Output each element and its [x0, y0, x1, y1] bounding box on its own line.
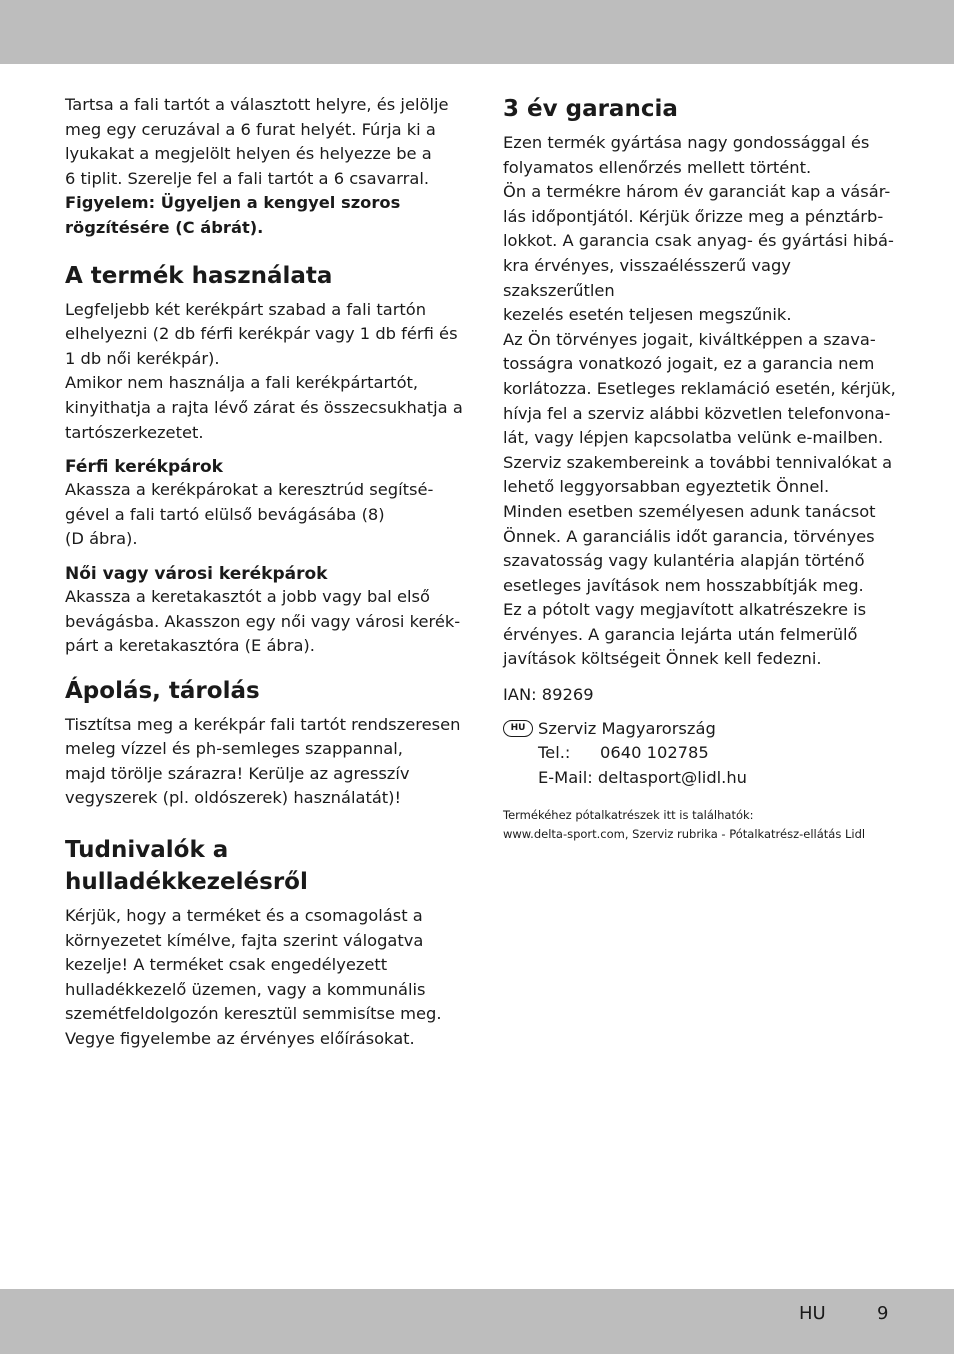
womens-bikes-heading: Női vagy városi kerékpárok	[65, 563, 328, 584]
phone-label: Tel.:	[538, 743, 571, 763]
womens-bikes-text: Akassza a keretakasztót a jobb vagy bal első bevágásba. Akasszon egy női vagy városi kerék- párt a keretakasztóra (E ábra).	[65, 586, 461, 656]
page-number: 9	[877, 1303, 889, 1324]
phone-number: 0640 102785	[600, 743, 709, 763]
header-bar	[0, 0, 954, 64]
country-badge-icon: HU	[503, 720, 533, 737]
service-contact	[503, 717, 903, 791]
service-email: E-Mail: deltasport@lidl.hu	[538, 767, 747, 787]
warranty-text: Ezen termék gyártása nagy gondossággal és folyamatos ellenőrzés mellett történt. Ön a termékre három év garanciát kap a vásár- lás időpontjától. Kérjük őrizze meg a pénztárb- lokkot. A garancia csak anyag- és gyártási hibá- kra érvényes, visszaélésszerű vagy szakszerűtlen kezelés esetén teljesen megszűnik. Az Ön törvényes jogait, kiváltképpen a szava- tosságra vonatkozó jogait, ez a garancia nem korlátozza. Esetleges reklamáció esetén, kérjük, hívja fel a szerviz alábbi közvetlen telefonvona- lát, vagy lépjen kapcsolatba velünk e-mailben. Szerviz szakembereink a további tennivalókat a lehető leggyorsabban egyeztetik Önnel. Minden esetben személyesen adunk tanácsot Önnek. A garanciális időt garancia, törvényes szavatosság vagy kulantéria alapján történő esetleges javítások nem hosszabbítják meg. Ez a pótolt vagy megjavított alkatrészekre is érvényes. A garancia lejárta után felmerülő javítások költségeit Önnek kell fedezni.	[503, 133, 896, 669]
usage-text: Legfeljebb két kerékpárt szabad a fali tartón elhelyezni (2 db férfi kerékpár vagy 1 db férfi és 1 db női kerékpár). Amikor nem használja a fali kerékpártartót, kinyithatja a rajta lévő zárat és összecsukhatja a tartószerkezetet.	[65, 299, 463, 442]
mens-bikes-text: Akassza a kerékpárokat a keresztrúd segítsé- gével a fali tartó elülső bevágásába (8) (D ábra).	[65, 480, 434, 549]
disposal-heading: Tudnivalók a hulladékkezelésről	[65, 837, 308, 896]
right-column	[503, 93, 903, 844]
care-heading: Ápolás, tárolás	[65, 677, 260, 704]
disposal-text: Kérjük, hogy a terméket és a csomagolást a környezetet kímélve, fajta szerint válogatva kezelje! A terméket csak engedélyezett hulladékkezelő üzemen, vagy a kommunális szemétfeldolgozón keresztül semmisítse meg. Vegye figyelembe az érvényes előírásokat.	[65, 906, 442, 1049]
service-name: Szerviz Magyarország	[538, 718, 716, 738]
ian-number: IAN: 89269	[503, 685, 594, 705]
warranty-heading: 3 év garancia	[503, 96, 678, 122]
spare-parts-note: Termékéhez pótalkatrészek itt is találhatók: www.delta-sport.com, Szerviz rubrika - Pótalkatrész-ellátás Lidl	[503, 808, 866, 842]
usage-heading: A termék használata	[65, 262, 333, 289]
care-text: Tisztítsa meg a kerékpár fali tartót rendszeresen meleg vízzel és ph-semleges szappannal, majd törölje szárazra! Kerülje az agresszív vegyszerek (pl. oldószerek) használatát)!	[65, 714, 461, 808]
footer-language: HU	[799, 1303, 826, 1324]
service-phone	[538, 741, 903, 766]
mens-bikes-heading: Férfi kerékpárok	[65, 457, 223, 478]
left-column	[65, 93, 465, 1052]
mounting-warning: Figyelem: Ügyeljen a kengyel szoros rögzítésére (C ábrát).	[65, 193, 401, 237]
mounting-instructions: Tartsa a fali tartót a választott helyre, és jelölje meg egy ceruzával a 6 furat helyét. Fúrja ki a lyukakat a megjelölt helyen és helyezze be a 6 tiplit. Szerelje fel a fali tartót a 6 csavarral.	[65, 95, 449, 188]
